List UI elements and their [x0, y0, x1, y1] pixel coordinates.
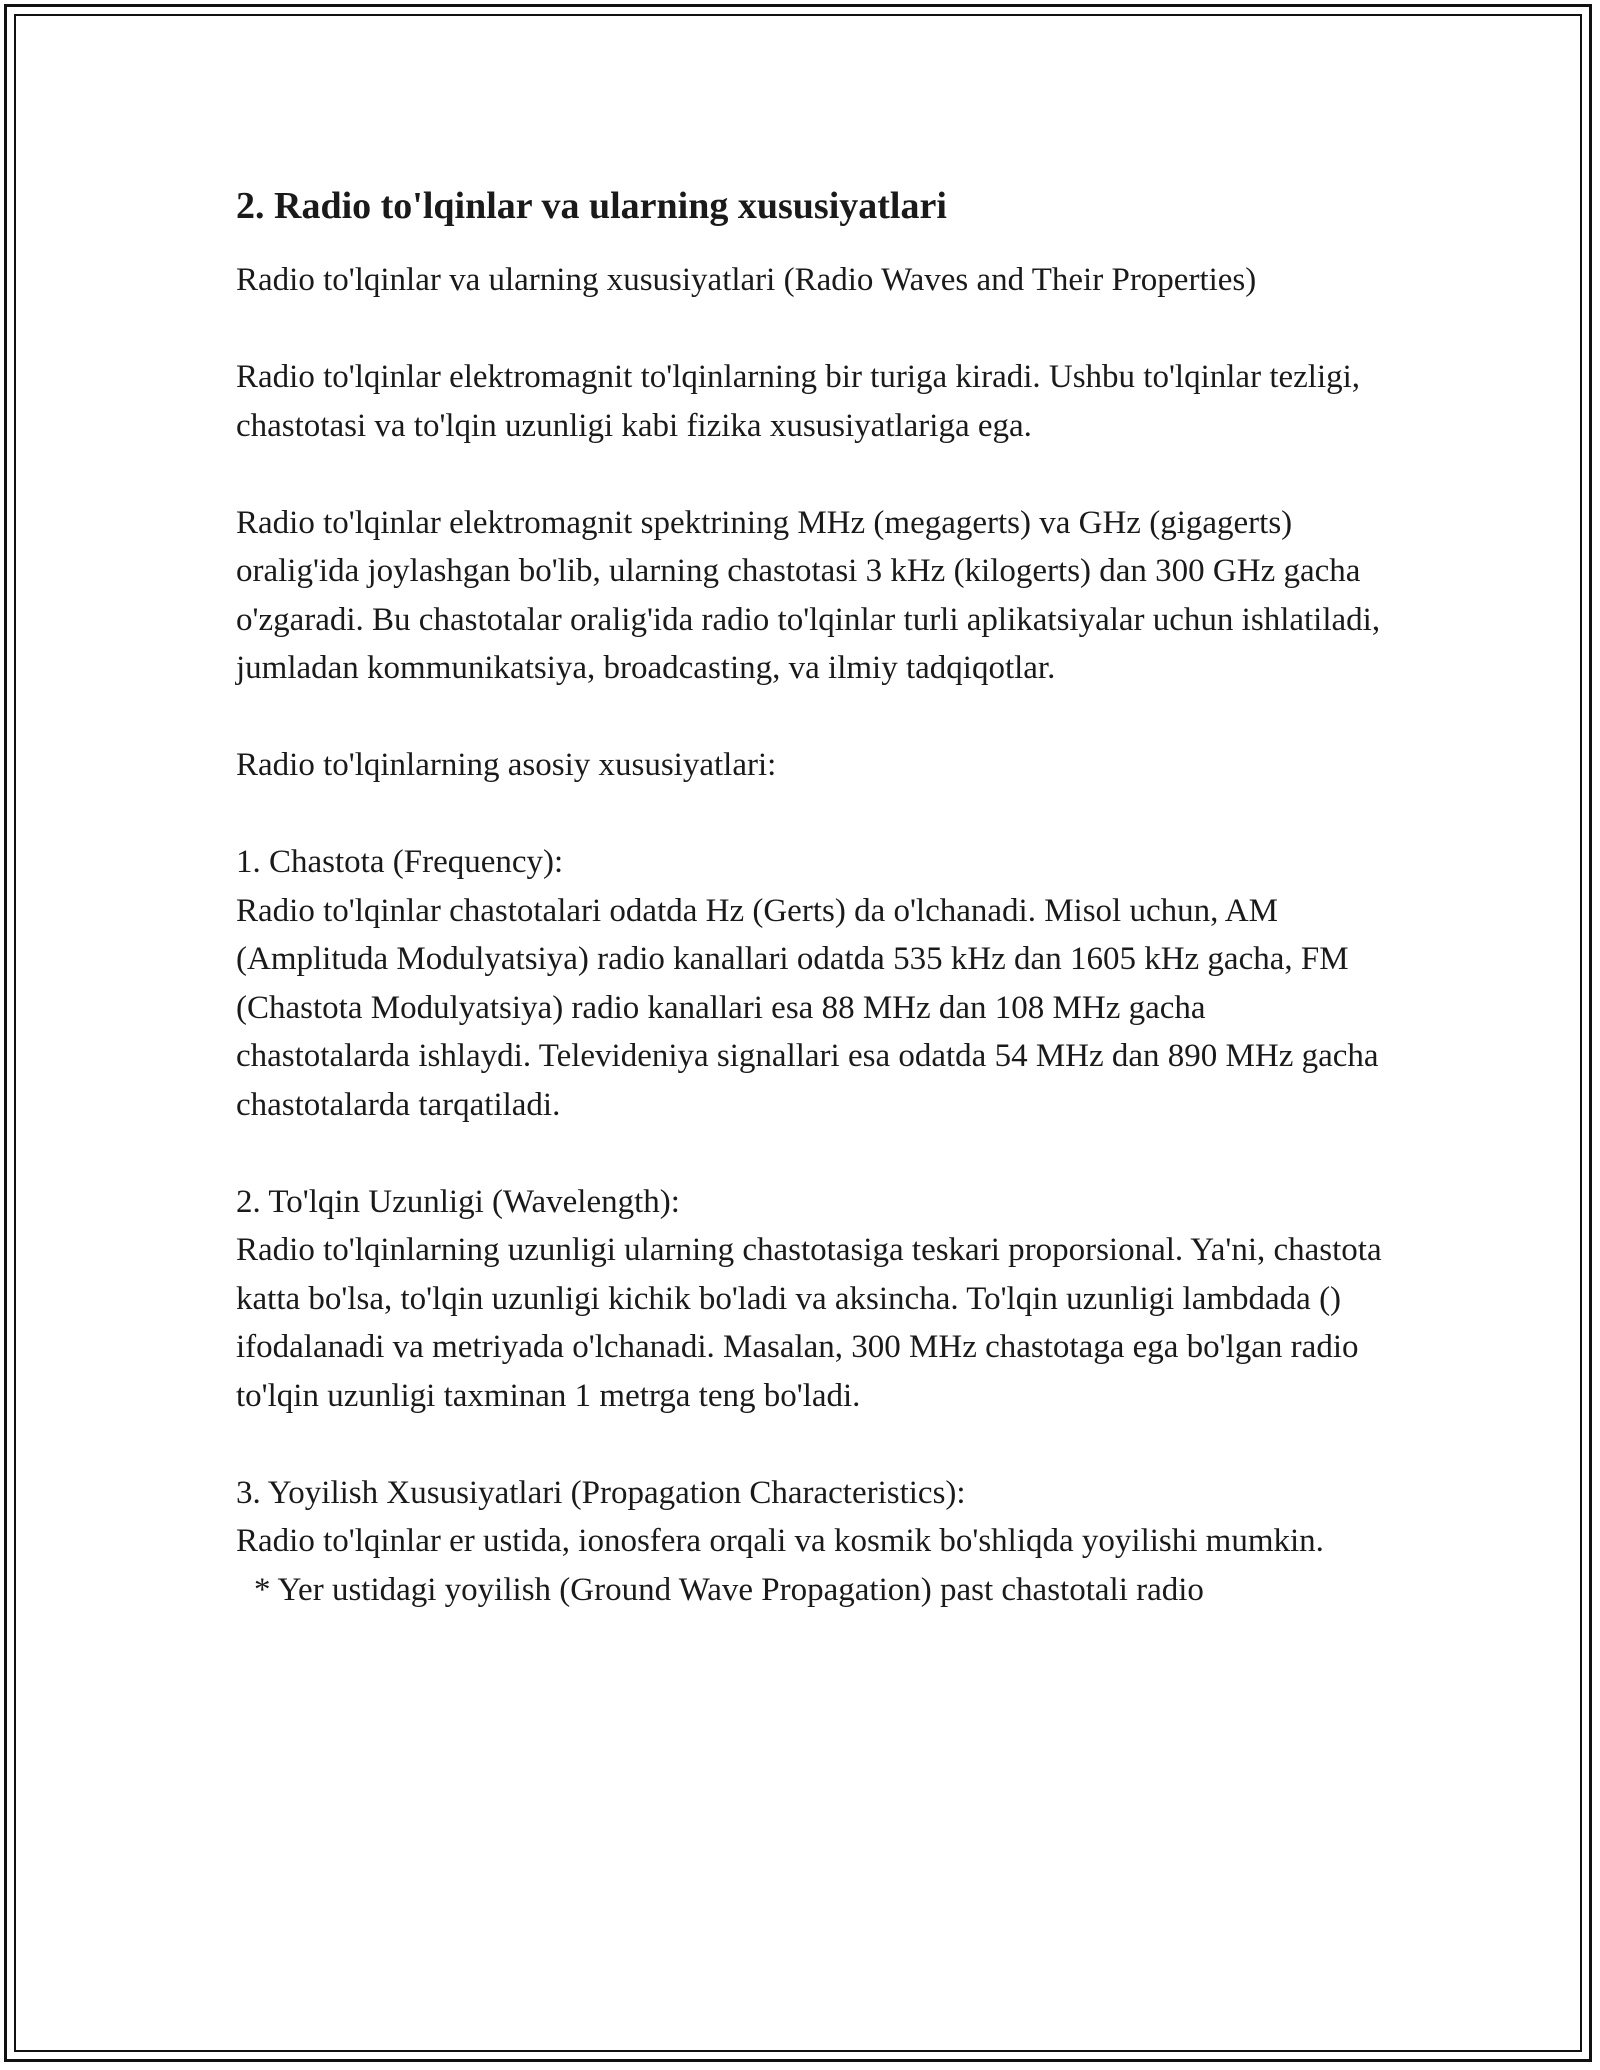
paragraph-definition — [236, 353, 1386, 450]
section-text: Radio to'lqinlarning uzunligi ularning chastotasiga teskari proporsional. Ya'ni, chastota katta bo'lsa, to'lqin uzunligi kichik bo'ladi va aksincha. To'lqin uzunligi lambdada () ifodalanadi va metriyada o'lchanadi. Masalan, 300 MHz chastotaga ega bo'lgan radio to'lqin uzunligi taxminan 1 metrga teng bo'ladi. — [236, 1232, 1382, 1414]
section-text: Radio to'lqinlar er ustida, ionosfera orqali va kosmik bo'shliqda yoyilishi mumkin. — [236, 1523, 1324, 1559]
section-heading: 1. Chastota (Frequency): — [236, 844, 564, 880]
paragraph-line: Radio to'lqinlar va ularning xususiyatlari (Radio Waves and Their Properties) — [236, 262, 1257, 298]
section-propagation — [236, 1469, 1386, 1615]
paragraph-properties-heading — [236, 741, 1386, 790]
paragraph-line: Radio to'lqinlar elektromagnit to'lqinlarning bir turiga kiradi. Ushbu to'lqinlar tezligi, chastotasi va to'lqin uzunligi kabi fizika xususiyatlariga ega. — [236, 359, 1361, 444]
section-heading: 3. Yoyilish Xususiyatlari (Propagation Characteristics): — [236, 1474, 966, 1511]
section-heading: 2. To'lqin Uzunligi (Wavelength): — [236, 1183, 680, 1220]
document-body — [236, 182, 1386, 1663]
document-title: 2. Radio to'lqinlar va ularning xususiyatlari — [236, 185, 947, 227]
bullet-item: * Yer ustidagi yoyilish (Ground Wave Propagation) past chastotali radio — [254, 1571, 1204, 1608]
paragraph-spectrum — [236, 499, 1386, 693]
paragraph-line: Radio to'lqinlarning asosiy xususiyatlari: — [236, 747, 777, 783]
document-text — [236, 256, 1386, 1614]
section-frequency — [236, 838, 1386, 1129]
paragraph-line: Radio to'lqinlar elektromagnit spektrining MHz (megagerts) va GHz (gigagerts) oralig'ida joylashgan bo'lib, ularning chastotasi 3 kHz (kilogerts) dan 300 GHz gacha o'zgaradi. Bu chastotalar oralig'ida radio to'lqinlar turli aplikatsiyalar uchun ishlatiladi, jumladan kommunikatsiya, broadcasting, va ilmiy tadqiqotlar. — [236, 504, 1381, 686]
paragraph-intro — [236, 256, 1386, 305]
section-text: Radio to'lqinlar chastotalari odatda Hz (Gerts) da o'lchanadi. Misol uchun, AM (Amplituda Modulyatsiya) radio kanallari odatda 535 kHz dan 1605 kHz gacha, FM (Chastota Modulyatsiya) radio kanallari esa 88 MHz dan 108 MHz gacha chastotalarda ishlaydi. Televideniya signallari esa odatda 54 MHz dan 890 MHz gacha chastotalarda tarqatiladi. — [236, 892, 1379, 1123]
section-wavelength — [236, 1178, 1386, 1421]
